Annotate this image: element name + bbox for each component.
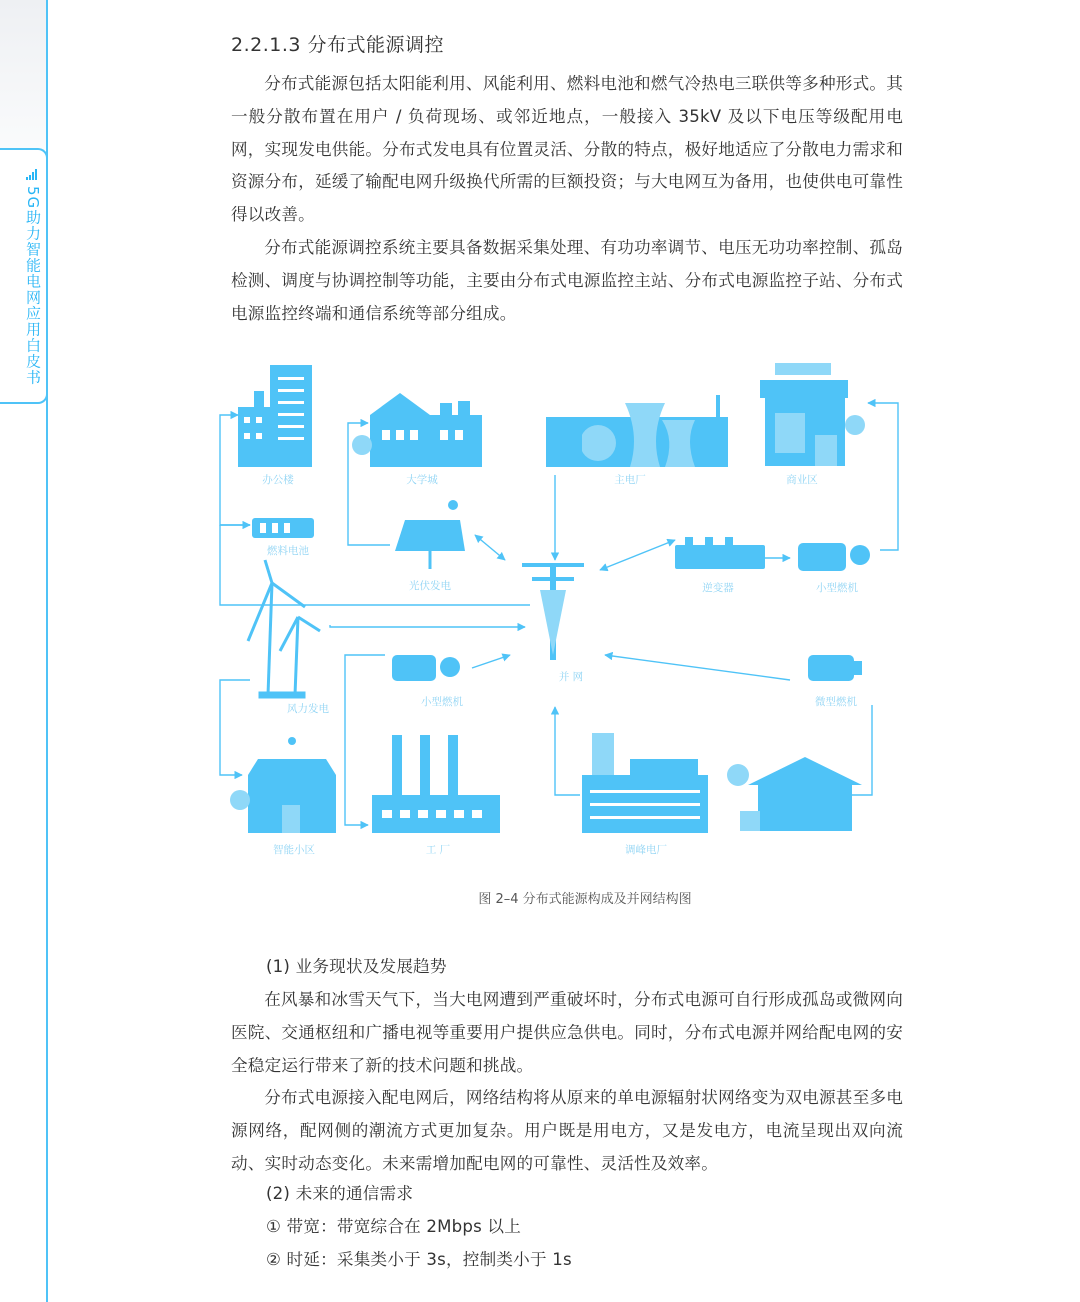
section-heading: 2.2.1.3 分布式能源调控 — [231, 34, 445, 56]
label-main-plant: 主电厂 — [614, 474, 646, 486]
factory-icon — [372, 735, 500, 833]
subsection-title: (2) 未来的通信需求 — [266, 1184, 414, 1203]
office-building-icon — [238, 365, 312, 467]
requirement-item: ① 带宽：带宽综合在 2Mbps 以上 — [266, 1217, 522, 1236]
micro-turbine-icon — [808, 655, 862, 681]
signal-bars-icon — [26, 168, 38, 180]
gas-turbine-icon — [392, 655, 460, 681]
paragraph: 分布式电源接入配电网后，网络结构将从原来的单电源辐射状网络变为双电源甚至多电源网络，配网侧的潮流方式更加复杂。用户既是用电方，又是发电方，电流呈现出双向流动、实时动态变化。未来需增加配电网的可靠性、灵活性及效率。 — [231, 1088, 903, 1173]
label-wind: 风力发电 — [287, 703, 329, 715]
gutter-shade — [0, 0, 46, 150]
paragraph: 分布式能源包括太阳能利用、风能利用、燃料电池和燃气冷热电三联供等多种形式。其一般分散布置在用户 / 负荷现场、或邻近地点，一般接入 35kV 及以下电压等级配用电网，实现发电供能。分布式发电具有位置灵活、分散的特点，极好地适应了分散电力需求和资源分布，延缓了输配电网升级换代所需的巨额投资；与大电网互为备用，也使供电可靠性得以改善。 — [231, 74, 903, 225]
wind-turbine-icon — [248, 560, 320, 697]
figure-caption: 图 2–4 分布式能源构成及并网结构图 — [478, 892, 692, 907]
shop-icon — [760, 363, 865, 466]
label-micro-gas: 微型燃机 — [815, 696, 857, 708]
peak-plant-icon — [582, 733, 708, 833]
smart-community-icon — [230, 737, 336, 833]
label-factory: 工 厂 — [425, 844, 451, 856]
power-plant-icon — [546, 395, 728, 467]
label-office: 办公楼 — [262, 474, 294, 486]
label-fuel-cell: 燃料电池 — [267, 545, 309, 557]
paragraph: 在风暴和冰雪天气下，当大电网遭到严重破坏时，分布式电源可自行形成孤岛或微网向医院、交通枢纽和广播电视等重要用户提供应急供电。同时，分布式电源并网给配电网的安全稳定运行带来了新的技术问题和挑战。 — [231, 990, 903, 1075]
label-commercial: 商业区 — [786, 474, 818, 486]
grid-tower-icon — [522, 563, 584, 660]
label-peak-plant: 调峰电厂 — [625, 844, 667, 856]
requirement-item: ② 时延：采集类小于 3s，控制类小于 1s — [266, 1250, 572, 1269]
solar-panel-icon — [395, 500, 465, 569]
label-inverter: 逆变器 — [702, 582, 734, 594]
energy-structure-diagram — [210, 355, 910, 865]
inverter-icon — [675, 537, 765, 569]
paragraph: 分布式能源调控系统主要具备数据采集处理、有功功率调节、电压无功功率控制、孤岛检测、调度与协调控制等功能，主要由分布式电源监控主站、分布式电源监控子站、分布式电源监控终端和通信系统等部分组成。 — [231, 238, 903, 323]
side-tab — [0, 148, 48, 404]
label-pv: 光伏发电 — [409, 580, 451, 592]
label-small-gas-right: 小型燃机 — [816, 582, 858, 594]
label-grid: 并 网 — [558, 671, 584, 683]
gas-turbine-icon — [798, 543, 870, 571]
label-small-gas-left: 小型燃机 — [421, 696, 463, 708]
fuel-cell-icon — [252, 518, 314, 538]
side-title: 5G助力智能电网应用白皮书 — [24, 186, 42, 386]
subsection-title: (1) 业务现状及发展趋势 — [266, 957, 447, 976]
university-icon — [352, 393, 482, 467]
house-icon — [727, 757, 862, 831]
label-smart-community: 智能小区 — [273, 844, 315, 856]
label-university: 大学城 — [406, 474, 438, 486]
